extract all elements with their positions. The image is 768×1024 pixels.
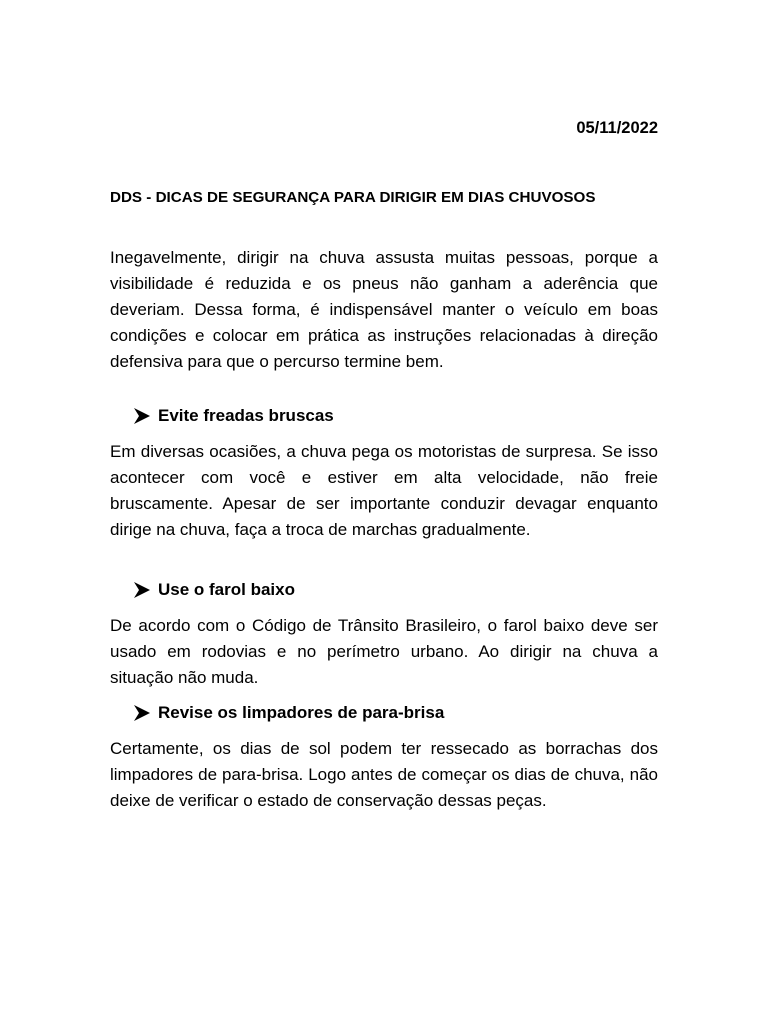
- section-paragraph-3: Certamente, os dias de sol podem ter ressecado as borrachas dos limpadores de para-brisa. Logo antes de começar os dias de chuva, não deixe de verificar o estado de conservação dessas peças.: [110, 739, 658, 810]
- section-paragraph-1: Em diversas ocasiões, a chuva pega os motoristas de surpresa. Se isso acontecer com você e estiver em alta velocidade, não freie bruscamente. Apesar de ser importante conduzir devagar enquanto dirige na chuva, faça a troca de marchas gradualmente.: [110, 442, 658, 539]
- document-title: DDS - DICAS DE SEGURANÇA PARA DIRIGIR EM DIAS CHUVOSOS: [110, 189, 596, 206]
- section-heading-2: [132, 578, 295, 602]
- section-heading-3-label: Revise os limpadores de para-brisa: [158, 703, 445, 722]
- section-heading-1: [132, 404, 334, 428]
- section-paragraph-2: De acordo com o Código de Trânsito Brasileiro, o farol baixo deve ser usado em rodovias e no perímetro urbano. Ao dirigir na chuva a situação não muda.: [110, 616, 658, 687]
- intro-paragraph: Inegavelmente, dirigir na chuva assusta muitas pessoas, porque a visibilidade é reduzida e os pneus não ganham a aderência que deveriam. Dessa forma, é indispensável manter o veículo em boas condições e colocar em prática as instruções relacionadas à direção defensiva para que o percurso termine bem.: [110, 248, 658, 371]
- document-date: 05/11/2022: [576, 119, 658, 137]
- arrow-right-icon: [132, 581, 152, 599]
- section-heading-2-label: Use o farol baixo: [158, 580, 295, 599]
- arrow-right-icon: [132, 407, 152, 425]
- section-heading-3: [132, 701, 444, 725]
- section-heading-1-label: Evite freadas bruscas: [158, 406, 334, 425]
- arrow-right-icon: [132, 704, 152, 722]
